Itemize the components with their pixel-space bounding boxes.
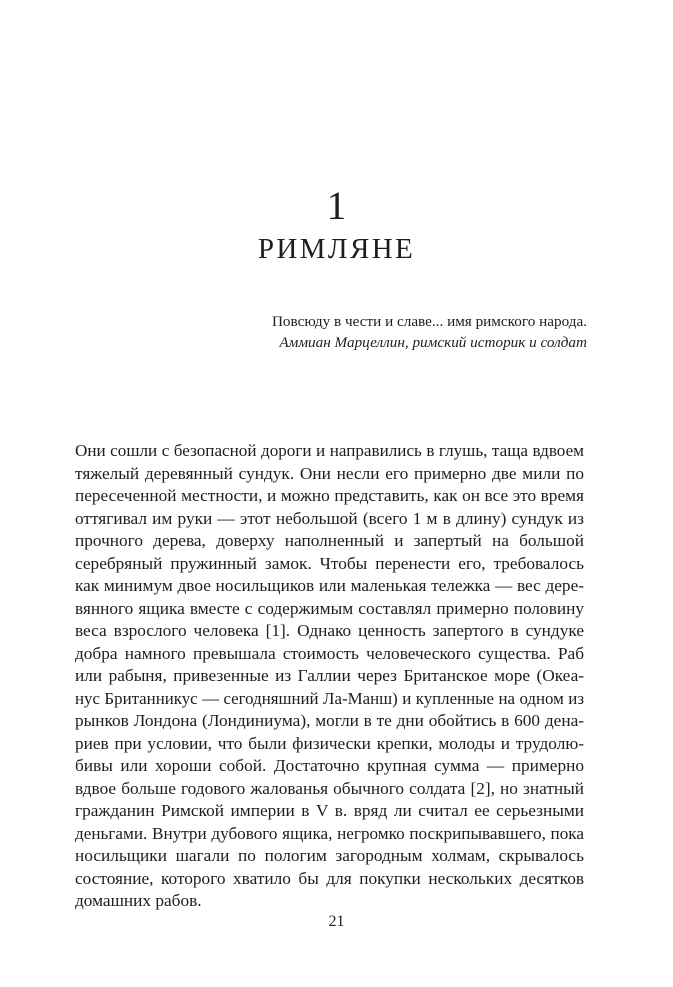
body-line: оттягивал им руки — этот небольшой (всего 1 м в длину) сундук из <box>75 508 584 528</box>
body-line: домашних рабов. <box>75 891 202 910</box>
body-line: риев при условии, что были физически крепки, молоды и трудолю- <box>75 733 584 753</box>
page-number: 21 <box>328 913 345 930</box>
body-text <box>75 440 584 913</box>
body-line: Они сошли с безопасной дороги и направились в глушь, таща вдвоем <box>75 441 584 460</box>
body-line: гражданин Римской империи в V в. вряд ли считал ее серьезными <box>75 801 584 820</box>
body-line: тяжелый деревянный сундук. Они несли его примерно две мили по <box>75 463 584 483</box>
body-line: пересеченной местности, и можно представить, как он все это время <box>75 486 584 505</box>
body-line: носильщики шагали по пологим загородным холмам, скрывалось <box>75 846 584 865</box>
body-line: рынков Лондона (Лондиниума), могли в те дни обойтись в 600 дена- <box>75 711 584 730</box>
chapter-number: 1 <box>326 183 347 228</box>
epigraph-source: Аммиан Марцеллин, римский историк и солдат <box>279 334 587 351</box>
body-line: прочного дерева, доверху наполненный и запертый на большой <box>75 531 584 550</box>
body-line: как минимум двое носильщиков или маленькая тележка — вес дере- <box>75 576 584 595</box>
body-line: серебряный пружинный замок. Чтобы перенести его, требовалось <box>75 553 584 573</box>
body-line: вдвое больше годового жалованья обычного солдата [2], но знатный <box>75 778 584 798</box>
body-line: состояние, которого хватило бы для покупки нескольких десятков <box>75 868 584 888</box>
epigraph-quote: Повсюду в чести и славе... имя римского народа. <box>271 313 587 330</box>
body-line: вянного ящика вместе с содержимым составлял примерно половину <box>75 598 584 618</box>
body-line: нус Британникус — сегодняшний Ла-Манш) и купленные на одном из <box>75 688 584 708</box>
body-line: веса взрослого человека [1]. Однако ценность запертого в сундуке <box>75 621 584 640</box>
body-line: или рабыня, привезенные из Галлии через Британское море (Океа- <box>75 666 584 685</box>
body-line: деньгами. Внутри дубового ящика, негромко поскрипывавшего, пока <box>75 823 584 843</box>
body-line: бивы или хороши собой. Достаточно крупная сумма — примерно <box>75 756 584 775</box>
chapter-title: РИМЛЯНЕ <box>257 233 416 265</box>
epigraph <box>120 311 587 353</box>
body-line: добра намного превышала стоимость человеческого существа. Раб <box>75 643 584 663</box>
